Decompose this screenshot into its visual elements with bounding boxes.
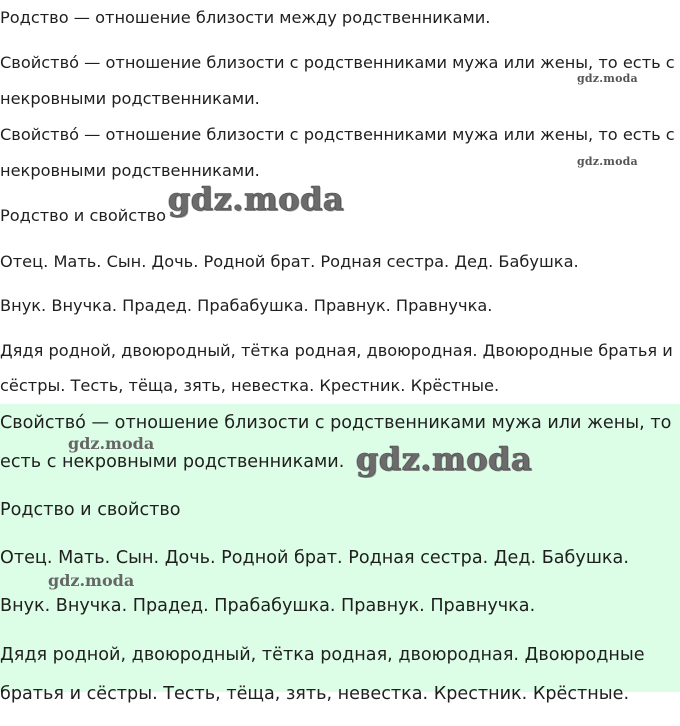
text-line: Родство — отношение близости между родственниками. [0,8,491,27]
watermark-small: gdz.moda [68,434,155,453]
text-line: Отец. Мать. Сын. Дочь. Родной брат. Родная сестра. Дед. Бабушка. [0,252,579,271]
watermark-large: gdz.moda [168,180,345,218]
text-line: сёстры. Тесть, тёща, зять, невестка. Крестник. Крёстные. [0,376,500,395]
text-line: Свойство́ — отношение близости с родственниками мужа или жены, то [0,413,672,433]
text-line: Родство и свойство [0,500,181,520]
text-line: Дядя родной, двоюродный, тётка родная, двоюродная. Двоюродные братья и [0,341,673,360]
text-line: Отец. Мать. Сын. Дочь. Родной брат. Родная сестра. Дед. Бабушка. [0,548,629,568]
watermark-small: gdz.moda [577,72,638,85]
text-line: некровными родственниками. [0,161,260,180]
watermark-large: gdz.moda [356,440,533,478]
text-line: Дядя родной, двоюродный, тётка родная, двоюродная. Двоюродные [0,645,645,665]
text-line: Родство и свойство [0,206,167,225]
text-line: есть с некровными родственниками. [0,452,345,472]
text-line: Свойство́ — отношение близости с родственниками мужа или жены, то есть с [0,53,675,72]
text-section-highlighted [0,404,680,704]
text-line: некровными родственниками. [0,89,260,108]
text-line: братья и сёстры. Тесть, тёща, зять, невестка. Крестник. Крёстные. [0,684,630,704]
text-line: Свойство́ — отношение близости с родственниками мужа или жены, то есть с [0,125,675,144]
watermark-small: gdz.moda [577,155,638,168]
text-line: Внук. Внучка. Прадед. Прабабушка. Правнук. Правнучка. [0,596,536,616]
text-line: Внук. Внучка. Прадед. Прабабушка. Правнук. Правнучка. [0,296,493,315]
watermark-small: gdz.moda [48,571,135,590]
